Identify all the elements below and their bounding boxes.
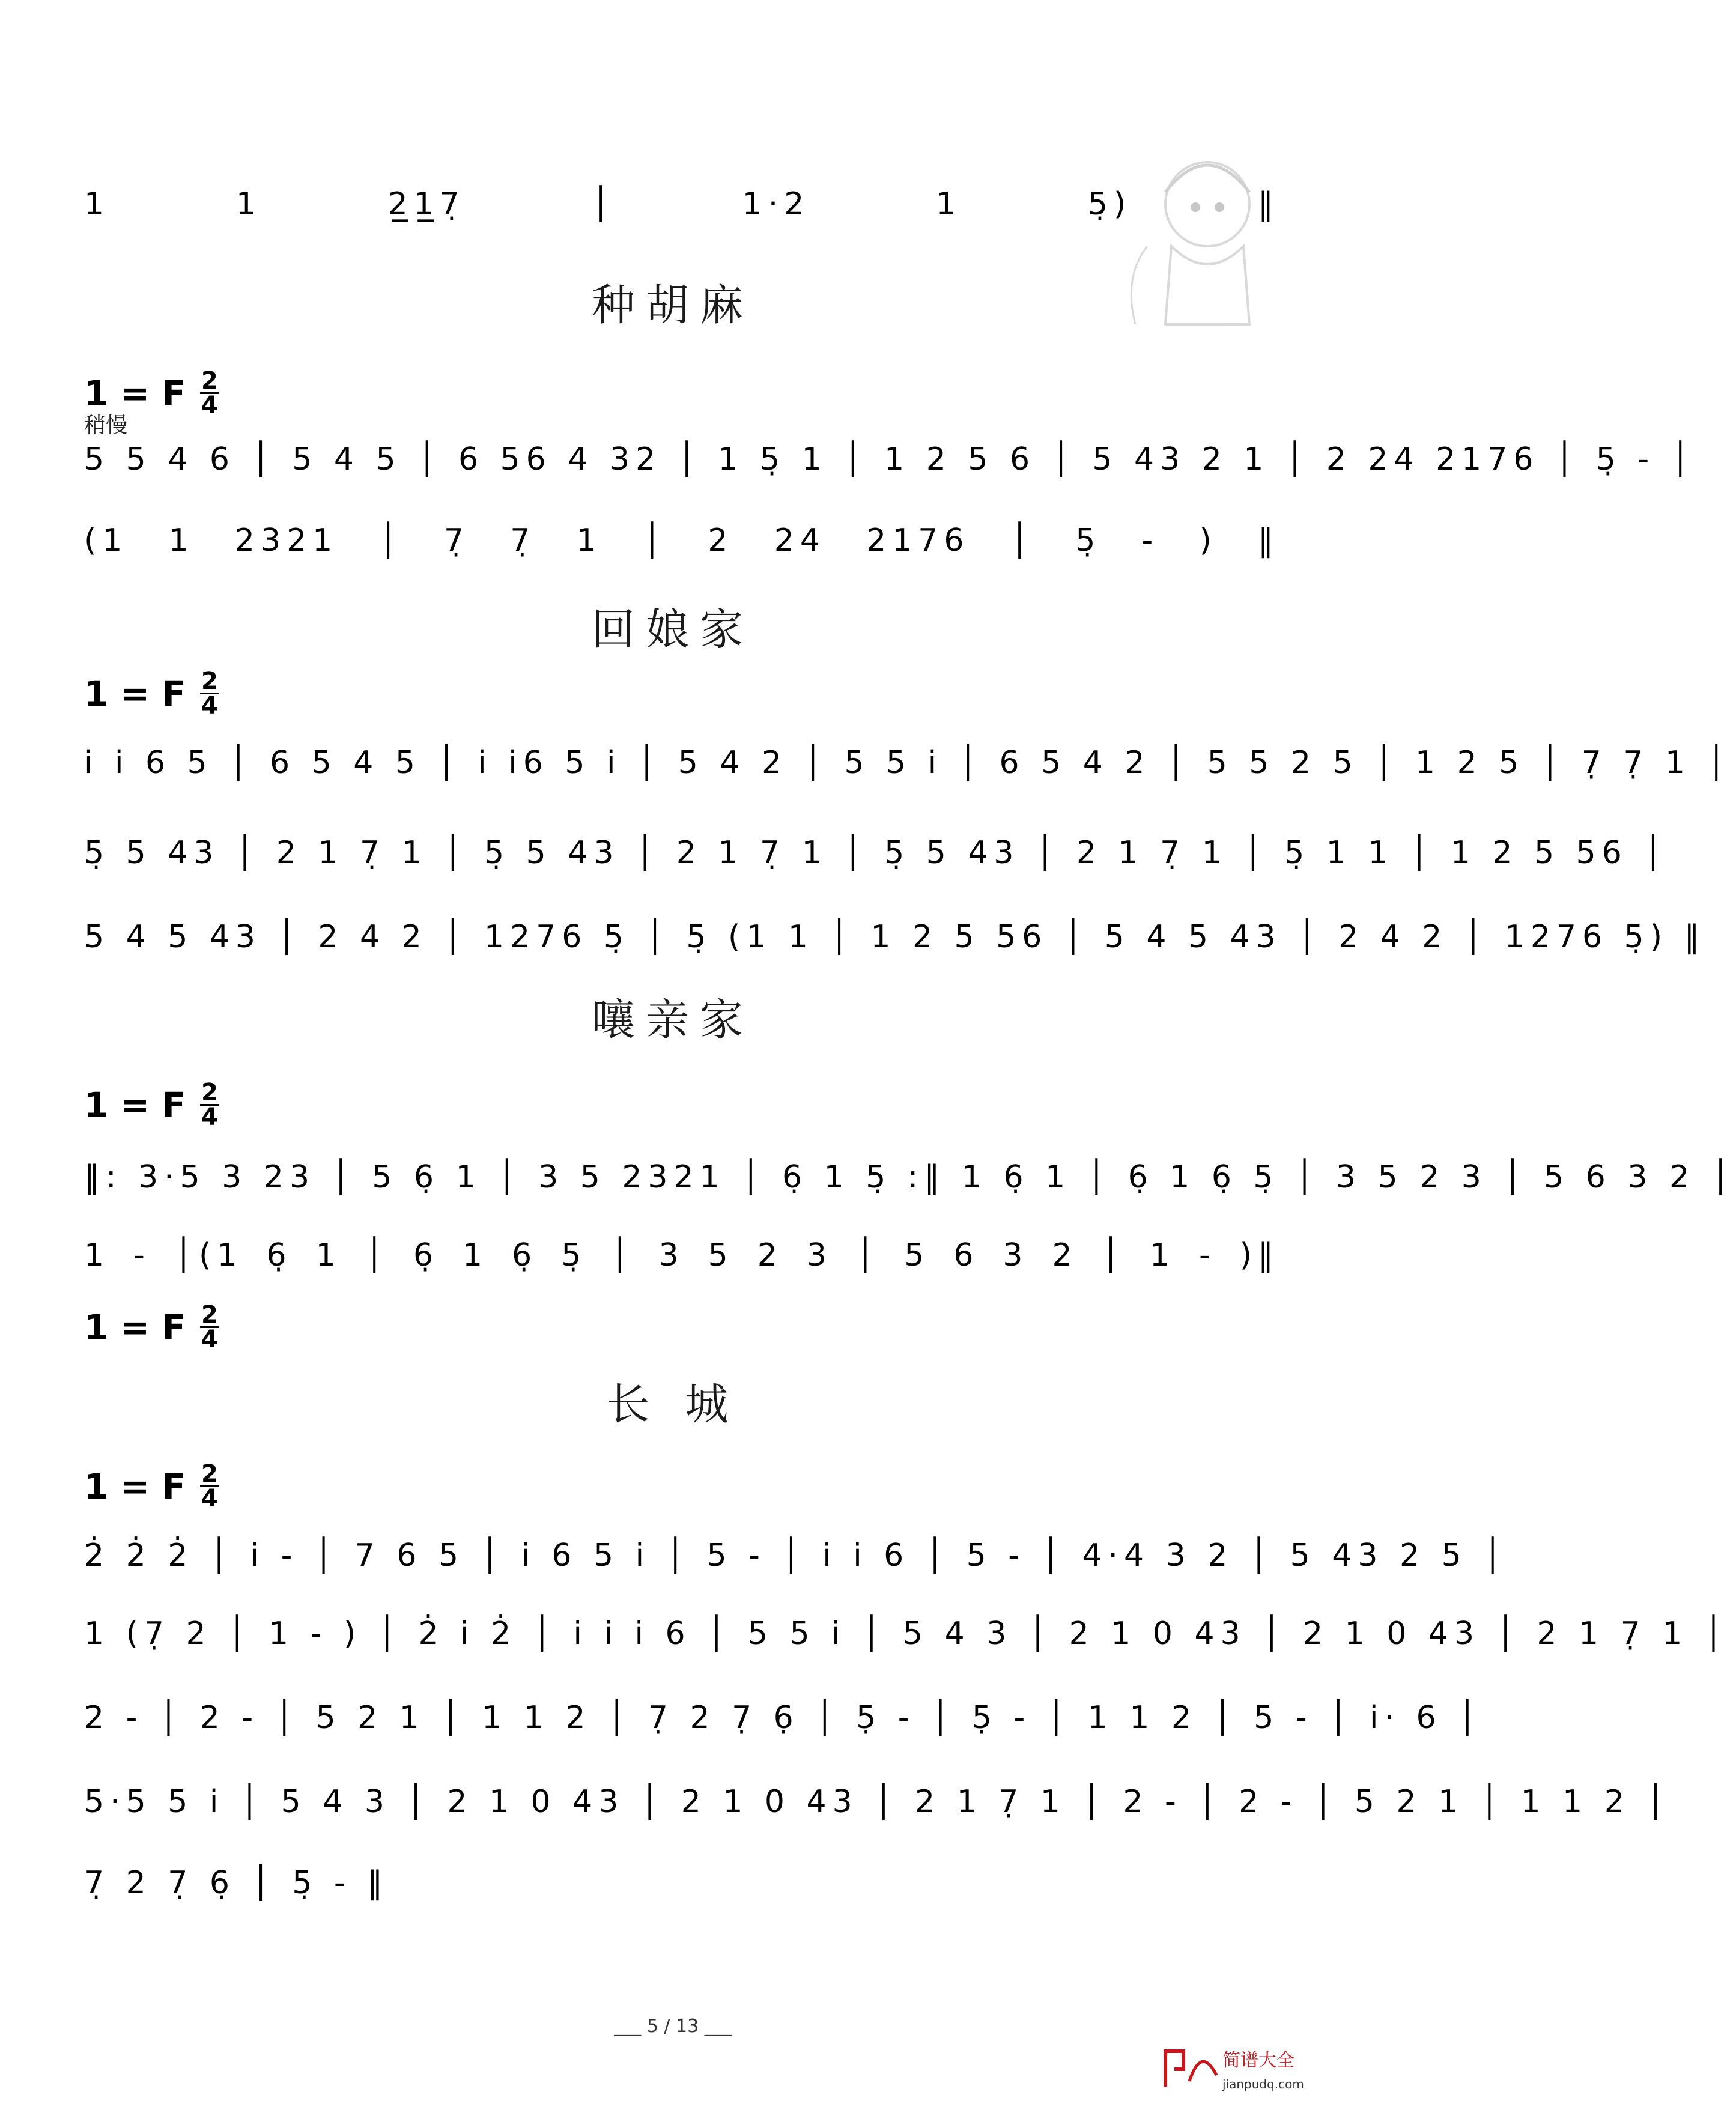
logo-text: 简谱大全 xyxy=(1222,2050,1294,2071)
key-signature: 1 = F 2 4 xyxy=(84,1460,218,1512)
time-signature: 2 4 xyxy=(201,1301,218,1353)
page-indicator: ___ 5 / 13 ___ xyxy=(614,2016,732,2037)
key-signature: 1 = F 2 4 xyxy=(84,667,218,720)
song-title: 长 城 xyxy=(606,1379,739,1429)
time-signature: 2 4 xyxy=(201,1460,218,1512)
score-line: 5 4 5 43 │ 2 4 2 │ 1276 5̣ │ 5̣ (1 1 │ 1 2 5 56 │ 5 4 5 43 │ 2 4 2 │ 1276 5̣) ‖ xyxy=(84,919,1706,955)
site-logo xyxy=(1159,2039,1340,2099)
key-signature: 1 = F 2 4 xyxy=(84,1301,218,1353)
score-line: 5̣ 5 43 │ 2 1 7̣ 1 │ 5̣ 5 43 │ 2 1 7̣ 1 │ 5̣ 5 43 │ 2 1 7̣ 1 │ 5̣ 1 1 │ 1 2 5 56 │ xyxy=(84,835,1669,871)
score-line: 7̣ 2 7̣ 6̣ │ 5̣ - ‖ xyxy=(84,1865,389,1901)
score-line: (1 1 2321 │ 7̣ 7̣ 1 │ 2 24 2176 │ 5̣ - ) ‖ xyxy=(84,523,1279,559)
key-signature: 1 = F 2 4 xyxy=(84,367,218,419)
score-line: i̇ i̇ 6 5 │ 6 5 4 5 │ i̇ i̇6 5 i̇ │ 5 4 2 │ 5 5 i̇ │ 6 5 4 2 │ 5 5 2 5 │ 1 2 5 │ 7̣ 7̣ 1 │ xyxy=(84,745,1732,781)
score-line: 2̇ 2̇ 2̇ │ i̇ - │ 7 6 5 │ i̇ 6 5 i̇ │ 5 - │ i̇ i̇ 6 │ 5 - │ 4·4 3 2 │ 5 43 2 5 │ xyxy=(84,1538,1508,1574)
time-signature: 2 4 xyxy=(201,667,218,720)
tempo-marking: 稍慢 xyxy=(84,413,128,438)
score-line: 1 - │(1 6̣ 1 │ 6̣ 1 6̣ 5̣ │ 3 5 2 3 │ 5 6 3 2 │ 1 - )‖ xyxy=(84,1237,1279,1273)
score-line: 1 (7̣ 2 │ 1 - ) │ 2̇ i̇ 2̇ │ i̇ i̇ i̇ 6 │ 5 5 i̇ │ 5 4 3 │ 2 1 0 43 │ 2 1 0 43 │ 2 1 7̣ 1 │ xyxy=(84,1616,1729,1652)
song-title: 嚷亲家 xyxy=(591,995,754,1045)
score-line: 5 5 4 6 │ 5 4 5 │ 6 56 4 32 │ 1 5̣ 1 │ 1 2 5 6 │ 5 43 2 1 │ 2 24 2176 │ 5̣ - │ xyxy=(84,441,1696,477)
time-signature: 2 4 xyxy=(201,367,218,419)
intro-tail-line: 1 1 2̲1̲7̣ │ 1·2 1 5̣) ‖ xyxy=(84,186,1279,222)
score-line: 2 - │ 2 - │ 5 2 1 │ 1 1 2 │ 7̣ 2 7̣ 6̣ │ 5̣ - │ 5̣ - │ 1 1 2 │ 5 - │ i̇· 6 │ xyxy=(84,1700,1483,1736)
score-line: 5·5 5 i̇ │ 5 4 3 │ 2 1 0 43 │ 2 1 0 43 │ 2 1 7̣ 1 │ 2 - │ 2 - │ 5 2 1 │ 1 1 2 │ xyxy=(84,1784,1671,1820)
song-title: 种胡麻 xyxy=(591,280,754,330)
song-title: 回娘家 xyxy=(591,604,754,655)
logo-subtext: jianpudq.com xyxy=(1222,2077,1304,2091)
score-line: ‖: 3·5 3 23 │ 5 6̣ 1 │ 3 5 2321 │ 6̣ 1 5̣ :‖ 1 6̣ 1 │ 6̣ 1 6̣ 5̣ │ 3 5 2 3 │ 5 6 3 2 │ xyxy=(84,1159,1736,1195)
time-signature: 2 4 xyxy=(201,1079,218,1131)
key-signature: 1 = F 2 4 xyxy=(84,1079,218,1131)
